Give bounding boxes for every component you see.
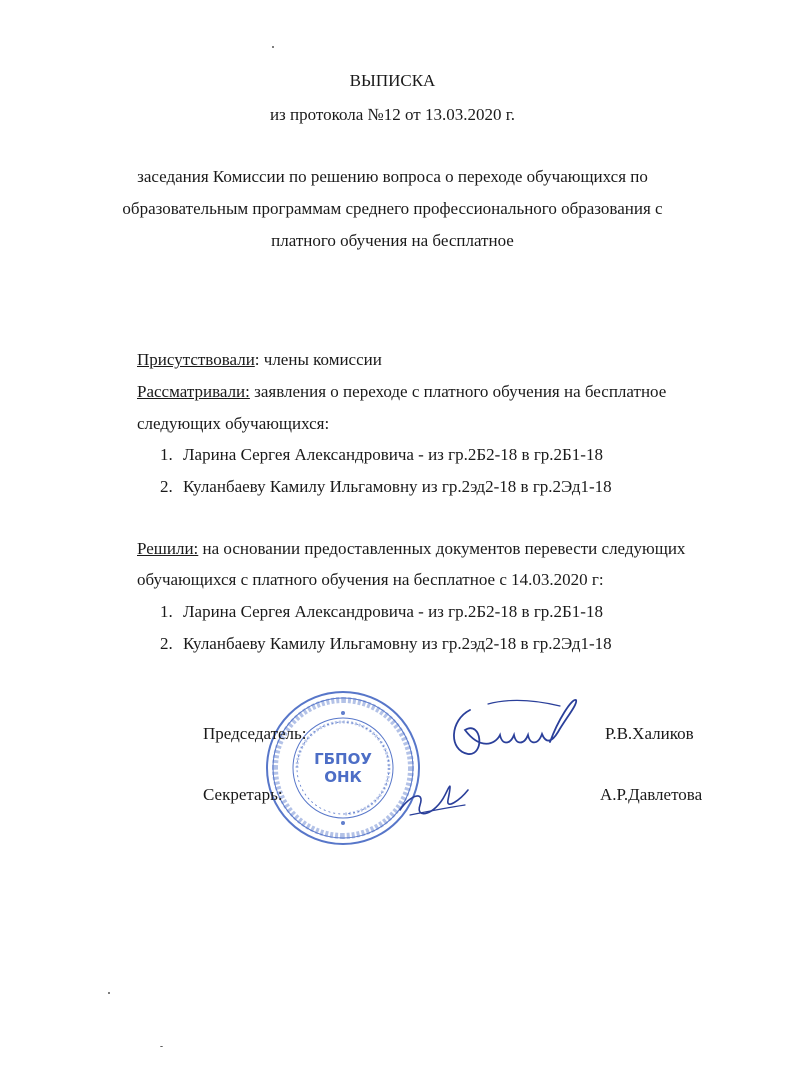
- document-title: ВЫПИСКА: [349, 71, 436, 90]
- chairman-signature: [440, 690, 600, 770]
- decided-text: на основании предоставленных документов перевести следующих: [198, 539, 686, 558]
- intro-line-1: заседания Комиссии по решению вопроса о переходе обучающихся по: [137, 167, 648, 186]
- decided-item-1: Ларина Сергея Александровича - из гр.2Б2-18 в гр.2Б1-18: [183, 602, 603, 621]
- decided-item-2: Куланбаеву Камилу Ильгамовну из гр.2эд2-18 в гр.2Эд1-18: [183, 634, 612, 653]
- present-text: : члены комиссии: [254, 350, 382, 369]
- chairman-name: Р.В.Халиков: [605, 724, 694, 743]
- considered-line: [137, 382, 666, 402]
- secretary-signature: [390, 770, 480, 830]
- secretary-label: Секретарь:: [203, 785, 283, 804]
- considered-continuation: следующих обучающихся:: [137, 414, 330, 433]
- decided-label: Решили:: [137, 539, 199, 558]
- stamp-center-line-2: ОНК: [324, 768, 362, 786]
- scan-speck: [108, 992, 110, 994]
- decided-item-2-number: 2.: [160, 634, 173, 653]
- present-label: Присутствовали: [137, 350, 255, 369]
- chairman-label: Председатель:: [203, 724, 307, 743]
- scan-speck: [160, 1046, 163, 1047]
- scan-speck: [272, 46, 274, 48]
- decided-line: [137, 539, 685, 559]
- secretary-name: А.Р.Давлетова: [600, 785, 703, 804]
- considered-item-1: Ларина Сергея Александровича - из гр.2Б2-18 в гр.2Б1-18: [183, 445, 603, 464]
- considered-item-1-number: 1.: [160, 445, 173, 464]
- intro-line-2: образовательным программам среднего профессионального образования с: [122, 199, 663, 218]
- document-subtitle: из протокола №12 от 13.03.2020 г.: [269, 105, 516, 124]
- intro-line-3: платного обучения на бесплатное: [271, 231, 514, 250]
- present-line: [137, 350, 382, 370]
- considered-item-2-number: 2.: [160, 477, 173, 496]
- stamp-center-line-1: ГБПОУ: [314, 750, 372, 768]
- considered-item-2: Куланбаеву Камилу Ильгамовну из гр.2эд2-18 в гр.2Эд1-18: [183, 477, 612, 496]
- decided-continuation: обучающихся с платного обучения на бесплатное с 14.03.2020 г:: [137, 570, 604, 589]
- decided-item-1-number: 1.: [160, 602, 173, 621]
- considered-label: Рассматривали:: [137, 382, 250, 401]
- considered-text: заявления о переходе с платного обучения на бесплатное: [249, 382, 667, 401]
